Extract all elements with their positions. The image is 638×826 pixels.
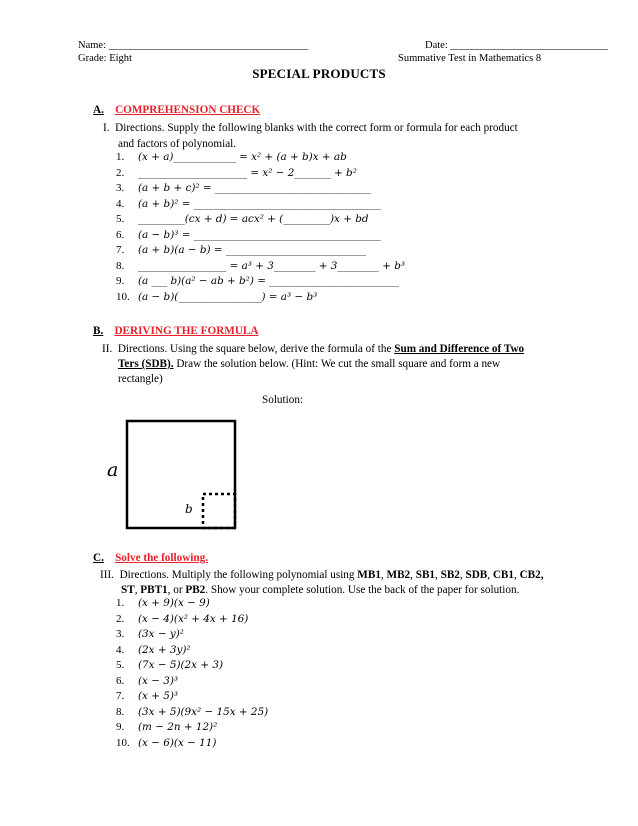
section-a-dir-line2: and factors of polynomial. (118, 138, 237, 150)
abbrev-cb2: CB2, (519, 569, 544, 581)
section-c-item-number: 9. (116, 721, 125, 733)
section-a-item (116, 150, 405, 166)
section-a-item (116, 197, 405, 213)
section-a-item-number: 1. (116, 151, 125, 163)
section-c-item-expression: (x − 3)³ (138, 674, 179, 687)
abbrev-cb1: CB1 (492, 569, 514, 581)
side-label-b: b (185, 502, 193, 516)
section-c-item-number: 7. (116, 690, 125, 702)
grade-label: Grade: Eight (78, 53, 132, 64)
section-a-dir-line1: Directions. Supply the following blanks with the correct form or formula for each product (115, 122, 518, 134)
section-c-item-number: 1. (116, 597, 125, 609)
section-c-item-expression: (x − 6)(x − 11) (138, 736, 217, 749)
section-a-item-expression[interactable]: _____________________ = x² − 2_______ + b² (138, 166, 357, 179)
section-b-letter: B. (93, 325, 104, 337)
section-a-item-number: 7. (116, 244, 125, 256)
section-b-dir-num: II. (102, 343, 113, 355)
section-c-item-expression: (x + 9)(x − 9) (138, 597, 210, 609)
section-c-item-expression: (7x − 5)(2x + 3) (138, 659, 224, 671)
section-a-dir-num: I. (103, 122, 110, 134)
section-a-heading (93, 104, 260, 116)
section-a-item-expression[interactable]: (a + b)(a − b) = ___________________________ (138, 244, 367, 256)
section-a-item-number: 8. (116, 259, 125, 272)
section-c-letter: C. (93, 552, 104, 564)
section-b-dir-text2: Draw the solution below. (Hint: We cut the small square and form a new (173, 358, 501, 370)
section-c-item (116, 689, 268, 705)
section-c-heading (93, 552, 208, 564)
abbrev-mb2: MB2 (386, 569, 411, 581)
section-a-item-number: 3. (116, 182, 125, 194)
section-c-item-expression: (2x + 3y)² (138, 643, 191, 656)
section-c-item (116, 674, 268, 690)
section-c-dir-text2: . Show your complete solution. Use the back of the paper for solution. (205, 584, 520, 596)
section-a-item-expression[interactable]: (x + a)____________ = x² + (a + b)x + ab (138, 151, 347, 163)
section-c-item-expression: (x − 4)(x² + 4x + 16) (138, 612, 249, 625)
abbrev-sb2: SB2 (440, 569, 460, 581)
section-a-directions (103, 120, 518, 136)
abbrev-pb2: PB2 (185, 584, 206, 596)
date-field-label[interactable]: Date: ______________________________ (425, 40, 608, 51)
section-c-dir-line2: ST, PBT1, or PB2. Show your complete solution. Use the back of the paper for solution. (121, 584, 520, 596)
section-a-item (116, 259, 405, 275)
section-a-item (116, 212, 405, 228)
section-c-item-number: 3. (116, 628, 125, 640)
section-a-item-number: 6. (116, 228, 125, 241)
section-b-title: DERIVING THE FORMULA (114, 325, 259, 337)
abbrev-sdb: SDB (465, 569, 488, 581)
section-a-item-expression[interactable]: (a + b + c)² = ______________________________ (138, 182, 371, 194)
section-b-dir-bold2: Ters (SDB). (118, 358, 174, 370)
or-text: , or (167, 584, 186, 596)
section-a-item-number: 2. (116, 166, 125, 179)
section-c-item (116, 612, 268, 628)
abbrev-st: ST (121, 584, 135, 596)
section-a-list (116, 150, 405, 305)
section-c-item-number: 10. (116, 736, 130, 749)
section-b-dir-line3: rectangle) (118, 373, 163, 385)
section-c-item (116, 720, 268, 736)
section-c-item (116, 596, 268, 612)
section-a-item-expression[interactable]: (a + b)² = ____________________________________ (138, 197, 381, 210)
side-label-a: a (107, 459, 119, 481)
section-c-dir-line1: III. Directions. Multiply the following polynomial using MB1, MB2, SB1, SB2, SDB, CB1, CB2, (100, 569, 544, 581)
section-b-dir-line1 (102, 341, 524, 357)
section-a-item-number: 5. (116, 213, 125, 225)
section-a-letter: A. (93, 104, 104, 116)
section-a-item (116, 166, 405, 182)
section-c-item (116, 705, 268, 721)
section-c-item-expression: (3x + 5)(9x² − 15x + 25) (138, 705, 269, 718)
solution-label: Solution: (262, 394, 304, 406)
section-c-item-expression: (x + 5)³ (138, 690, 179, 702)
abbrev-sb1: SB1 (415, 569, 436, 581)
section-b-heading (93, 325, 258, 337)
section-c-item-number: 2. (116, 612, 125, 625)
section-a-item-expression[interactable]: (a − b)(________________) = a³ − b³ (138, 290, 318, 303)
name-field-label[interactable]: Name: ______________________________________ (78, 40, 309, 51)
section-b-dir-bold1: Sum and Difference of Two (394, 343, 525, 355)
section-a-item-expression[interactable]: (a ___ b)(a² − ab + b²) = _________________________ (138, 275, 400, 287)
section-c-item-number: 4. (116, 643, 125, 656)
section-c-item (116, 658, 268, 674)
section-c-item (116, 627, 268, 643)
section-c-title: Solve the following. (115, 552, 208, 564)
section-c-dir-num: III. (100, 569, 114, 581)
section-a-item-expression[interactable]: _________________ = a³ + 3________ + 3________ + b³ (138, 259, 406, 272)
section-a-item (116, 228, 405, 244)
section-a-item-number: 9. (116, 275, 125, 287)
abbrev-mb1: MB1 (357, 569, 381, 581)
square-diagram (100, 416, 242, 532)
big-square (127, 421, 235, 528)
section-a-item (116, 243, 405, 259)
section-c-item-expression: (3x − y)² (138, 628, 184, 640)
section-a-item (116, 274, 405, 290)
section-c-item-number: 5. (116, 659, 125, 671)
section-c-list (116, 596, 268, 751)
section-b-dir-text1: Directions. Using the square below, derive the formula of the (117, 343, 395, 355)
section-c-item-number: 8. (116, 705, 125, 718)
section-a-item-expression[interactable]: _________(cx + d) = acx² + (_________)x + bd (138, 213, 369, 225)
section-a-item (116, 181, 405, 197)
page-title: SPECIAL PRODUCTS (252, 66, 386, 81)
section-a-title: COMPREHENSION CHECK (115, 104, 261, 116)
section-c-item-expression: (m − 2n + 12)² (138, 721, 218, 733)
section-a-item-expression[interactable]: (a − b)³ = ____________________________________ (138, 228, 381, 241)
section-a-item-number: 10. (116, 290, 130, 303)
test-label: Summative Test in Mathematics 8 (398, 53, 542, 64)
section-c-dir-text1: Directions. Multiply the following polynomial using (119, 569, 358, 581)
small-square-dotted (203, 494, 235, 528)
section-c-item (116, 736, 268, 752)
section-a-item (116, 290, 405, 306)
abbrev-pbt1: PBT1 (140, 584, 168, 596)
section-c-item-number: 6. (116, 674, 125, 687)
section-b-dir-line2 (118, 356, 500, 372)
section-a-item-number: 4. (116, 197, 125, 210)
section-c-item (116, 643, 268, 659)
